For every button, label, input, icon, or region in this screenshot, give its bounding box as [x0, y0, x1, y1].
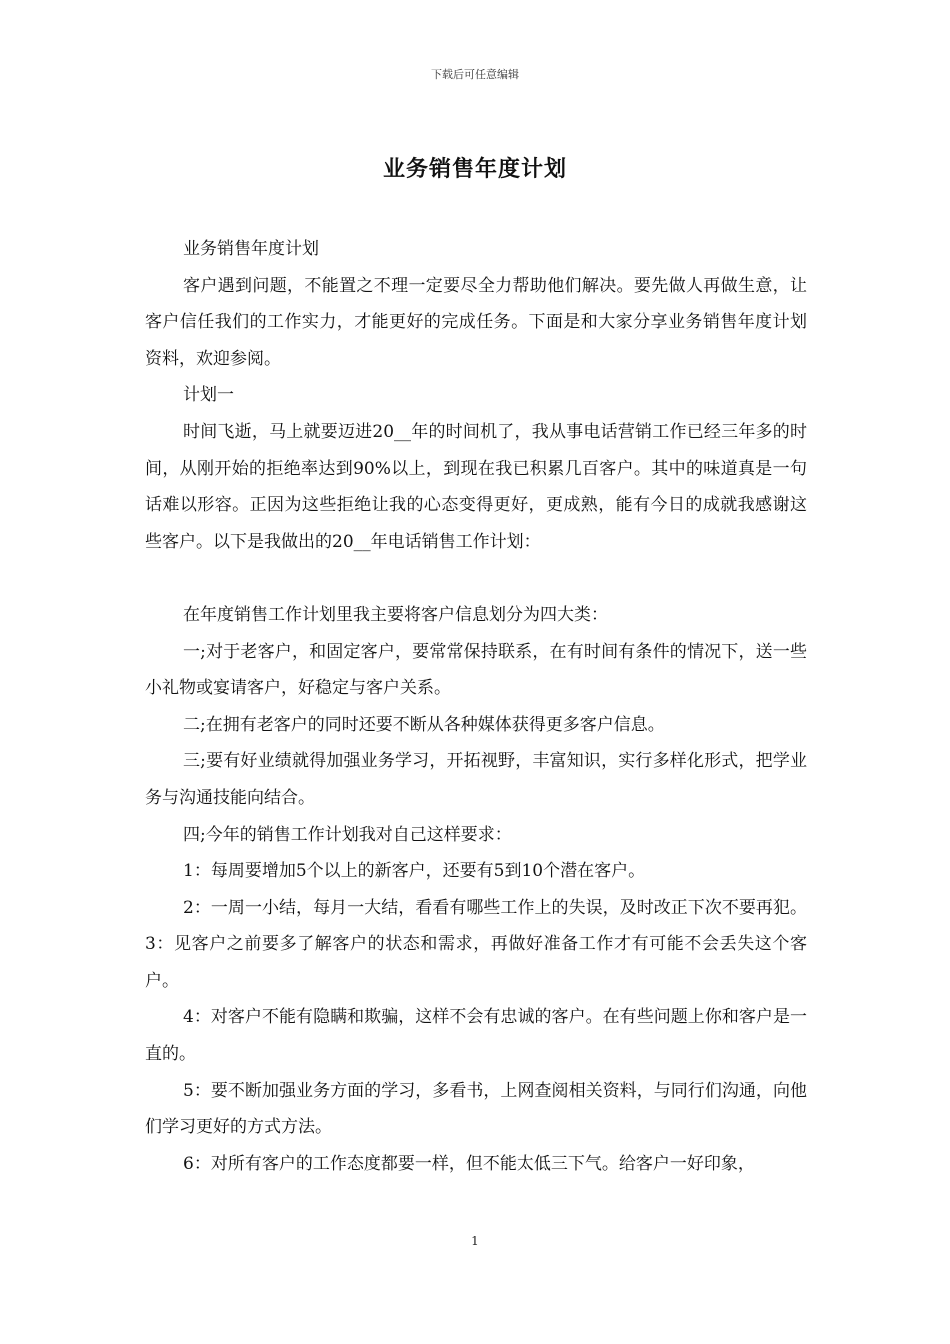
- paragraph-plan-body: 时间飞逝，马上就要迈进20__年的时间机了，我从事电话营销工作已经三年多的时间，从刚开始的拒绝率达到90%以上，到现在我已积累几百客户。其中的味道真是一句话难以形容。正因为这些拒绝让我的心态变得更好，更成熟，能有今日的成就我感谢这些客户。以下是我做出的20__年电话销售工作计划：: [145, 421, 807, 552]
- paragraph-intro: 客户遇到问题，不能置之不理一定要尽全力帮助他们解决。要先做人再做生意，让客户信任我们的工作实力，才能更好的完成任务。下面是和大家分享业务销售年度计划资料，欢迎参阅。: [145, 275, 807, 369]
- paragraph-plan-heading: 计划一: [183, 385, 234, 406]
- document-body: [145, 231, 807, 1182]
- paragraph-item-four: 四;今年的销售工作计划我对自己这样要求：: [183, 824, 512, 845]
- paragraph-requirement-5: 5：要不断加强业务方面的学习，多看书，上网查阅相关资料，与同行们沟通，向他们学习更好的方式方法。: [145, 1080, 807, 1138]
- paragraph-requirement-6: 6：对所有客户的工作态度都要一样，但不能太低三下气。给客户一好印象，: [183, 1153, 755, 1174]
- paragraph-requirement-2-3: 2：一周一小结，每月一大结，看看有哪些工作上的失误，及时改正下次不要再犯。3：见客户之前要多了解客户的状态和需求，再做好准备工作才有可能不会丢失这个客户。: [145, 897, 807, 991]
- paragraph-requirement-4: 4：对客户不能有隐瞒和欺骗，这样不会有忠诚的客户。在有些问题上你和客户是一直的。: [145, 1007, 807, 1065]
- paragraph-requirement-1: 1：每周要增加5个以上的新客户，还要有5到10个潜在客户。: [183, 861, 646, 882]
- paragraph-item-three: 三;要有好业绩就得加强业务学习，开拓视野，丰富知识，实行多样化形式，把学业务与沟通技能向结合。: [145, 751, 807, 808]
- page-number: 1: [471, 1234, 479, 1248]
- paragraph-categories: 在年度销售工作计划里我主要将客户信息划分为四大类：: [183, 604, 608, 625]
- header-note: 下载后可任意编辑: [431, 68, 519, 81]
- paragraph-item-one: 一;对于老客户，和固定客户，要常常保持联系，在有时间有条件的情况下，送一些小礼物或宴请客户，好稳定与客户关系。: [145, 641, 807, 699]
- paragraph-subtitle: 业务销售年度计划: [183, 239, 319, 259]
- document-title: 业务销售年度计划: [382, 156, 567, 182]
- paragraph-item-two: 二;在拥有老客户的同时还要不断从各种媒体获得更多客户信息。: [183, 714, 665, 735]
